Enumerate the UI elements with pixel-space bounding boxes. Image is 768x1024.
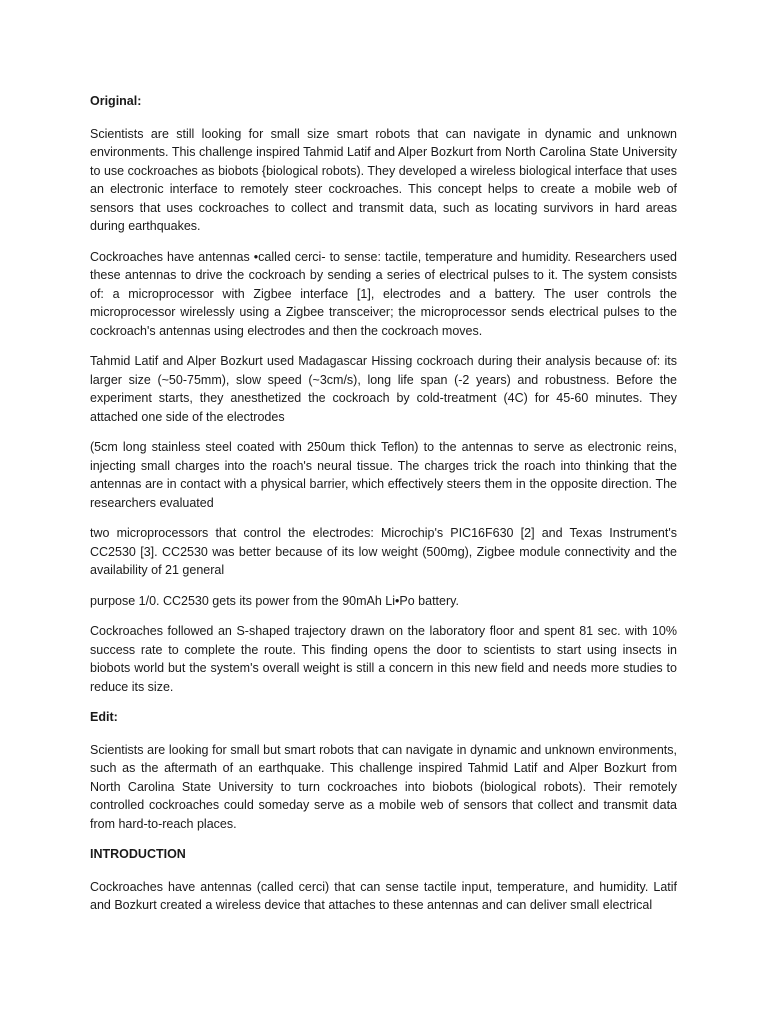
original-paragraph-2: Cockroaches have antennas •called cerci- to sense: tactile, temperature and humidity. Researchers used these antennas to drive the cockroach by sending a series of electrical pulses to it. The system consists of: a microprocessor with Zigbee interface [1], electrodes and a battery. The user controls the microprocessor wirelessly using a Zigbee transceiver; the microprocessor sends electrical pulses to the cockroach's antennas using electrodes and then the cockroach moves. xyxy=(90,249,677,338)
introduction-heading: INTRODUCTION xyxy=(90,847,186,861)
original-paragraph-7: Cockroaches followed an S-shaped trajectory drawn on the laboratory floor and spent 81 sec. with 10% success rate to complete the route. This finding opens the door to scientists to start using insects in biobots world but the system's overall weight is still a concern in this new field and needs more studies to reduce its size. xyxy=(90,624,677,694)
original-paragraph-3: Tahmid Latif and Alper Bozkurt used Madagascar Hissing cockroach during their analysis because of: its larger size (~50-75mm), slow speed (~3cm/s), long life span (-2 years) and robustness. Before the experiment starts, they anesthetized the cockroach by cold-treatment (4C) for 45-60 minutes. They attached one side of the electrodes xyxy=(90,354,677,424)
edit-paragraph-1: Scientists are looking for small but smart robots that can navigate in dynamic and unknown environments, such as the aftermath of an earthquake. This challenge inspired Tahmid Latif and Alper Bozkurt from North Carolina State University to turn cockroaches into biobots (biological robots). Their remotely controlled cockroaches could someday serve as a mobile web of sensors that collect and transmit data from hard-to-reach places. xyxy=(90,742,677,831)
original-paragraph-5: two microprocessors that control the electrodes: Microchip's PIC16F630 [2] and Texas Instrument's CC2530 [3]. CC2530 was better because of its low weight (500mg), Zigbee module connectivity and the availability of 21 general xyxy=(90,526,677,577)
original-paragraph-4: (5cm long stainless steel coated with 250um thick Teflon) to the antennas to serve as electronic reins, injecting small charges into the roach's neural tissue. The charges trick the roach into thinking that the antennas are in contact with a physical barrier, which effectively steers them in the opposite direction. The researchers evaluated xyxy=(90,440,677,510)
original-label: Original: xyxy=(90,94,142,108)
document-page xyxy=(90,92,677,927)
edit-label: Edit: xyxy=(90,710,118,724)
original-paragraph-1: Scientists are still looking for small size smart robots that can navigate in dynamic and unknown environments. This challenge inspired Tahmid Latif and Alper Bozkurt from North Carolina State University to use cockroaches as biobots {biological robots). They developed a wireless biological interface that uses an electronic interface to remotely steer cockroaches. This concept helps to create a mobile web of sensors that uses cockroaches to collect and transmit data, such as locating survivors in hard areas during earthquakes. xyxy=(90,126,677,233)
original-paragraph-6: purpose 1/0. CC2530 gets its power from the 90mAh Li•Po battery. xyxy=(90,593,459,608)
introduction-paragraph-1: Cockroaches have antennas (called cerci) that can sense tactile input, temperature, and humidity. Latif and Bozkurt created a wireless device that attaches to these antennas and can deliver small electrical xyxy=(90,879,677,912)
